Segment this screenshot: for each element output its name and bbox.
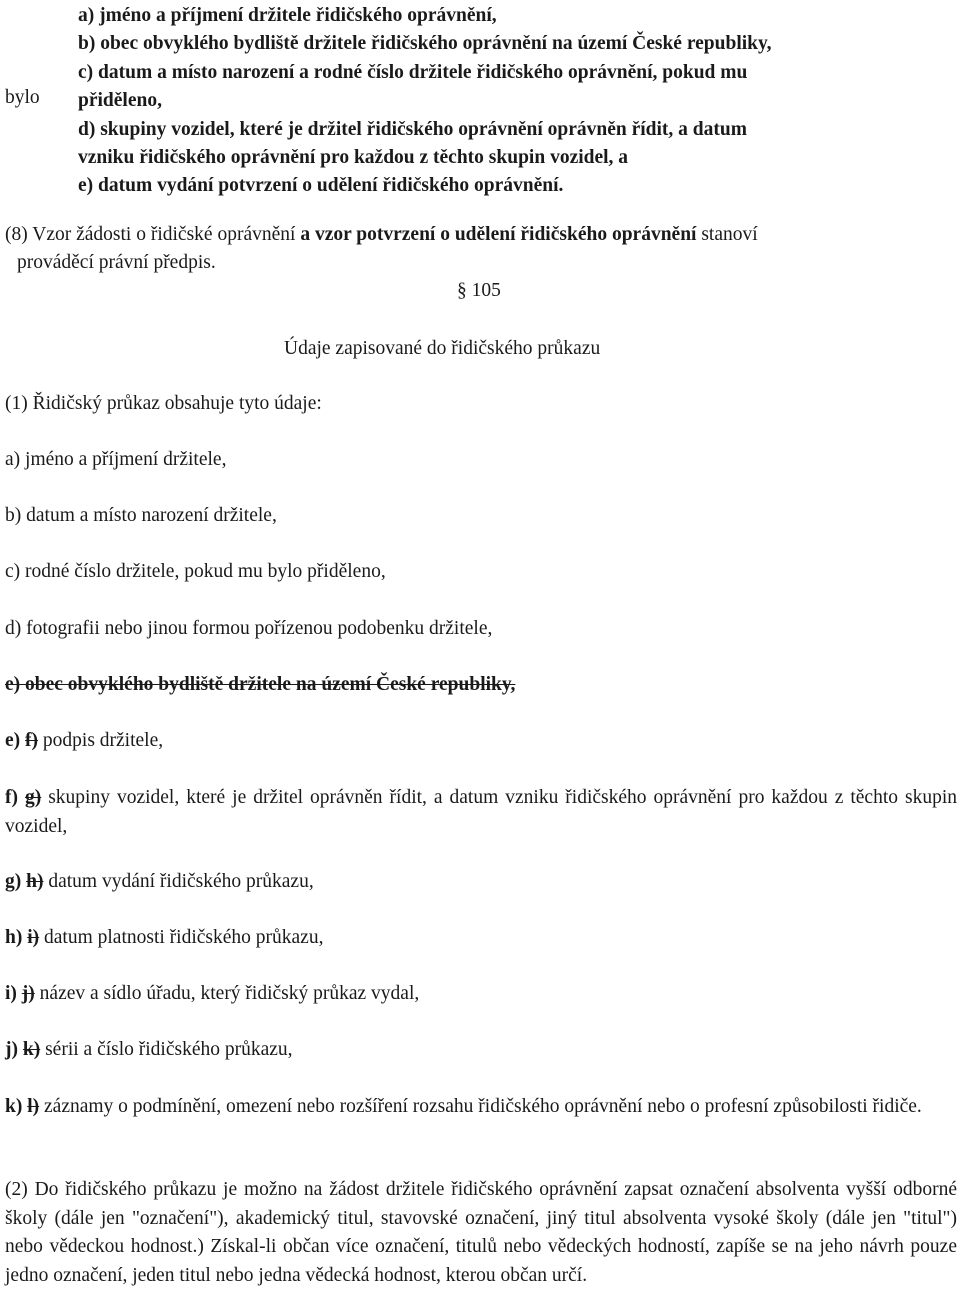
section-title: Údaje zapisované do řidičského průkazu: [284, 338, 601, 359]
item-l-old-letter: l): [27, 1096, 40, 1117]
item-e-struck: e) obec obvyklého bydliště držitele na území České republiky,: [5, 674, 516, 695]
item-h-old-letter: h): [26, 871, 44, 892]
section-number: § 105: [457, 280, 501, 301]
item-j-new-letter: i): [5, 983, 17, 1004]
item-i-old-letter: i): [27, 927, 40, 948]
item-f-text: podpis držitele,: [38, 730, 164, 751]
item-h: [5, 869, 314, 895]
item-a: a) jméno a příjmení držitele,: [5, 449, 227, 470]
item-i-new-letter: h): [5, 927, 23, 948]
item-k-text: sérii a číslo řidičského průkazu,: [40, 1039, 293, 1060]
item-k-old-letter: k): [22, 1039, 41, 1060]
top-line-d-cont: vzniku řidičského oprávnění pro každou z těchto skupin vozidel, a: [78, 147, 629, 169]
item-i: [5, 925, 323, 951]
item-c: c) rodné číslo držitele, pokud mu bylo přiděleno,: [5, 561, 386, 582]
paragraph-8-part1: (8) Vzor žádosti o řidičské oprávnění: [5, 224, 301, 245]
para-2: (2) Do řidičského průkazu je možno na žádost držitele řidičského oprávnění zapsat označení absolventa vyšší odborné školy (dále jen "označení"), akademický titul, stavovské označení, jiný titul absolventa vysoké školy (dále jen "titul") nebo vědeckou hodnost.) Získal-li občan více označení, titulů nebo vědeckých hodností, zapíše se na jeho návrh pouze jedno označení, jeden titul nebo jedna vědecká hodnost, kterou občan určí.: [5, 1179, 957, 1286]
item-g: [5, 784, 957, 841]
paragraph-8-bold: a vzor potvrzení o udělení řidičského oprávnění: [300, 224, 697, 245]
top-line-a: a) jméno a příjmení držitele řidičského oprávnění,: [78, 5, 497, 26]
item-g-old-letter: g): [24, 787, 42, 808]
item-j: [5, 981, 419, 1007]
item-f: [5, 728, 163, 754]
top-line-c-cont: přiděleno,: [78, 90, 162, 112]
item-k: [5, 1037, 293, 1063]
item-f-old-letter: f): [25, 730, 39, 751]
top-line-e: e) datum vydání potvrzení o udělení řidičského oprávnění.: [78, 175, 564, 197]
item-h-new-letter: g): [5, 871, 22, 892]
paragraph-8: [5, 222, 758, 248]
top-line-c: c) datum a místo narození a rodné číslo držitele řidičského oprávnění, pokud mu: [78, 61, 748, 83]
item-g-text: skupiny vozidel, které je držitel oprávněn řídit, a datum vzniku řidičského oprávnění pro každou z těchto skupin vozidel,: [5, 787, 957, 837]
paragraph-8-line2: prováděcí právní předpis.: [17, 252, 216, 273]
item-g-new-letter: f): [5, 787, 18, 808]
item-j-old-letter: j): [21, 983, 35, 1004]
item-h-text: datum vydání řidičského průkazu,: [43, 871, 314, 892]
item-i-text: datum platnosti řidičského průkazu,: [39, 927, 324, 948]
para-1-intro: (1) Řidičský průkaz obsahuje tyto údaje:: [5, 393, 322, 414]
margin-word: bylo: [5, 87, 40, 108]
item-k-new-letter: j): [5, 1039, 18, 1060]
top-line-b: b) obec obvyklého bydliště držitele řidičského oprávnění na území České republiky,: [78, 33, 772, 55]
item-j-text: název a sídlo úřadu, který řidičský průkaz vydal,: [34, 983, 420, 1004]
item-d: d) fotografii nebo jinou formou pořízenou podobenku držitele,: [5, 618, 493, 639]
item-l-new-letter: k): [5, 1096, 23, 1117]
top-list: [78, 2, 772, 201]
paragraph-8-part3: stanoví: [696, 224, 758, 245]
item-l-text: záznamy o podmínění, omezení nebo rozšíření rozsahu řidičského oprávnění nebo o profesní způsobilosti řidiče.: [39, 1096, 922, 1117]
item-l: [5, 1093, 957, 1122]
item-f-new-letter: e): [5, 730, 21, 751]
top-line-d: d) skupiny vozidel, které je držitel řidičského oprávnění oprávněn řídit, a datum: [78, 118, 747, 140]
item-b: b) datum a místo narození držitele,: [5, 505, 277, 526]
